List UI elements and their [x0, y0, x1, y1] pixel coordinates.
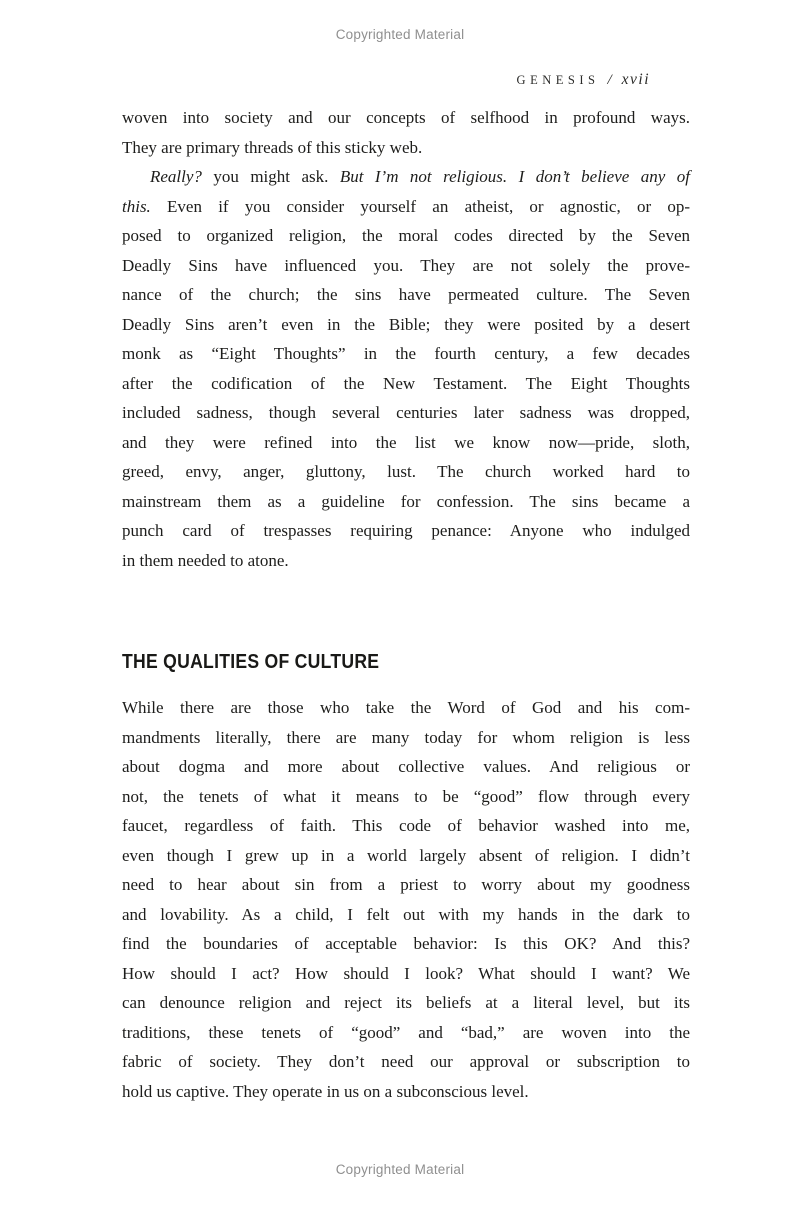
roman-text: Deadly Sins have influenced you. They are not solely the prove-	[122, 255, 690, 275]
roman-text: after the codification of the New Testament. The Eight Thoughts	[122, 373, 690, 393]
text-line	[122, 369, 690, 399]
text-line	[122, 752, 690, 782]
copyright-notice-top: Copyrighted Material	[335, 27, 465, 42]
roman-text: can denounce religion and reject its beliefs at a literal level, but its	[122, 993, 690, 1012]
running-header	[0, 71, 800, 89]
italic-text: Really?	[150, 167, 202, 186]
body-paragraph	[122, 162, 690, 575]
roman-text: you might ask.	[201, 167, 340, 186]
text-line	[122, 457, 690, 487]
text-line	[122, 192, 690, 222]
italic-text: this.	[122, 196, 151, 216]
roman-text: faucet, regardless of faith. This code of behavior washed into me,	[122, 816, 690, 835]
text-line	[122, 516, 690, 546]
roman-text: in them needed to atone.	[122, 550, 289, 570]
text-line	[122, 162, 690, 192]
text-line	[122, 428, 690, 458]
roman-text: about dogma and more about collective values. And religious or	[122, 757, 690, 776]
roman-text: and they were refined into the list we know now—pride, sloth,	[122, 432, 690, 452]
roman-text: woven into society and our concepts of selfhood in profound ways.	[122, 108, 690, 127]
text-line	[122, 251, 690, 281]
text-line	[122, 546, 690, 576]
text-line	[122, 900, 690, 930]
text-line	[122, 1077, 690, 1107]
text-line	[122, 929, 690, 959]
copyright-notice-bottom: Copyrighted Material	[335, 1162, 465, 1177]
text-line	[122, 959, 690, 989]
roman-text: need to hear about sin from a priest to worry about my goodness	[122, 875, 690, 894]
roman-text: How should I act? How should I look? What should I want? We	[122, 963, 690, 983]
roman-text: punch card of trespasses requiring penance: Anyone who indulged	[122, 521, 690, 540]
roman-text: not, the tenets of what it means to be “good” flow through every	[122, 786, 690, 806]
roman-text: mainstream them as a guideline for confession. The sins became a	[122, 491, 690, 511]
roman-text: even though I grew up in a world largely absent of religion. I didn’t	[122, 845, 690, 865]
running-header-title: GENESIS	[516, 73, 600, 87]
text-line	[122, 487, 690, 517]
roman-text: and lovability. As a child, I felt out with my hands in the dark to	[122, 904, 690, 924]
body-paragraph	[122, 103, 690, 162]
text-line	[122, 1018, 690, 1048]
roman-text: mandments literally, there are many today for whom religion is less	[122, 727, 690, 747]
text-line	[122, 398, 690, 428]
text-line	[122, 782, 690, 812]
body-paragraph	[122, 693, 690, 1106]
text-line	[122, 988, 690, 1018]
text-line	[122, 870, 690, 900]
roman-text: They are primary threads of this sticky web.	[122, 137, 423, 157]
roman-text: Deadly Sins aren’t even in the Bible; they were posited by a desert	[122, 314, 690, 334]
text-line	[122, 693, 690, 723]
roman-text: hold us captive. They operate in us on a subconscious level.	[122, 1081, 529, 1101]
page-number-folio: xvii	[621, 71, 650, 88]
roman-text: fabric of society. They don’t need our approval or subscription to	[122, 1052, 690, 1071]
roman-text: Even if you consider yourself an atheist, or agnostic, or op-	[150, 196, 690, 216]
roman-text: traditions, these tenets of “good” and “bad,” are woven into the	[122, 1022, 690, 1042]
roman-text: While there are those who take the Word of God and his com-	[122, 698, 690, 717]
roman-text: find the boundaries of acceptable behavior: Is this OK? And this?	[122, 934, 690, 953]
content-blocks	[122, 103, 690, 1106]
section-heading: THE QUALITIES OF CULTURE	[122, 651, 380, 673]
text-line	[122, 310, 690, 340]
text-line	[122, 221, 690, 251]
roman-text: posed to organized religion, the moral codes directed by the Seven	[122, 226, 690, 245]
roman-text: monk as “Eight Thoughts” in the fourth century, a few decades	[122, 344, 690, 363]
text-line	[122, 103, 690, 133]
running-header-separator: /	[607, 72, 612, 88]
text-line	[122, 811, 690, 841]
text-line	[122, 133, 690, 163]
text-line	[122, 1047, 690, 1077]
roman-text: greed, envy, anger, gluttony, lust. The church worked hard to	[122, 462, 690, 481]
text-line	[122, 723, 690, 753]
text-line	[122, 280, 690, 310]
italic-text: But I’m not religious. I don’t believe any of	[339, 167, 690, 186]
roman-text: included sadness, though several centuries later sadness was dropped,	[122, 403, 690, 422]
roman-text: nance of the church; the sins have permeated culture. The Seven	[122, 285, 690, 304]
text-line	[122, 841, 690, 871]
text-line	[122, 339, 690, 369]
